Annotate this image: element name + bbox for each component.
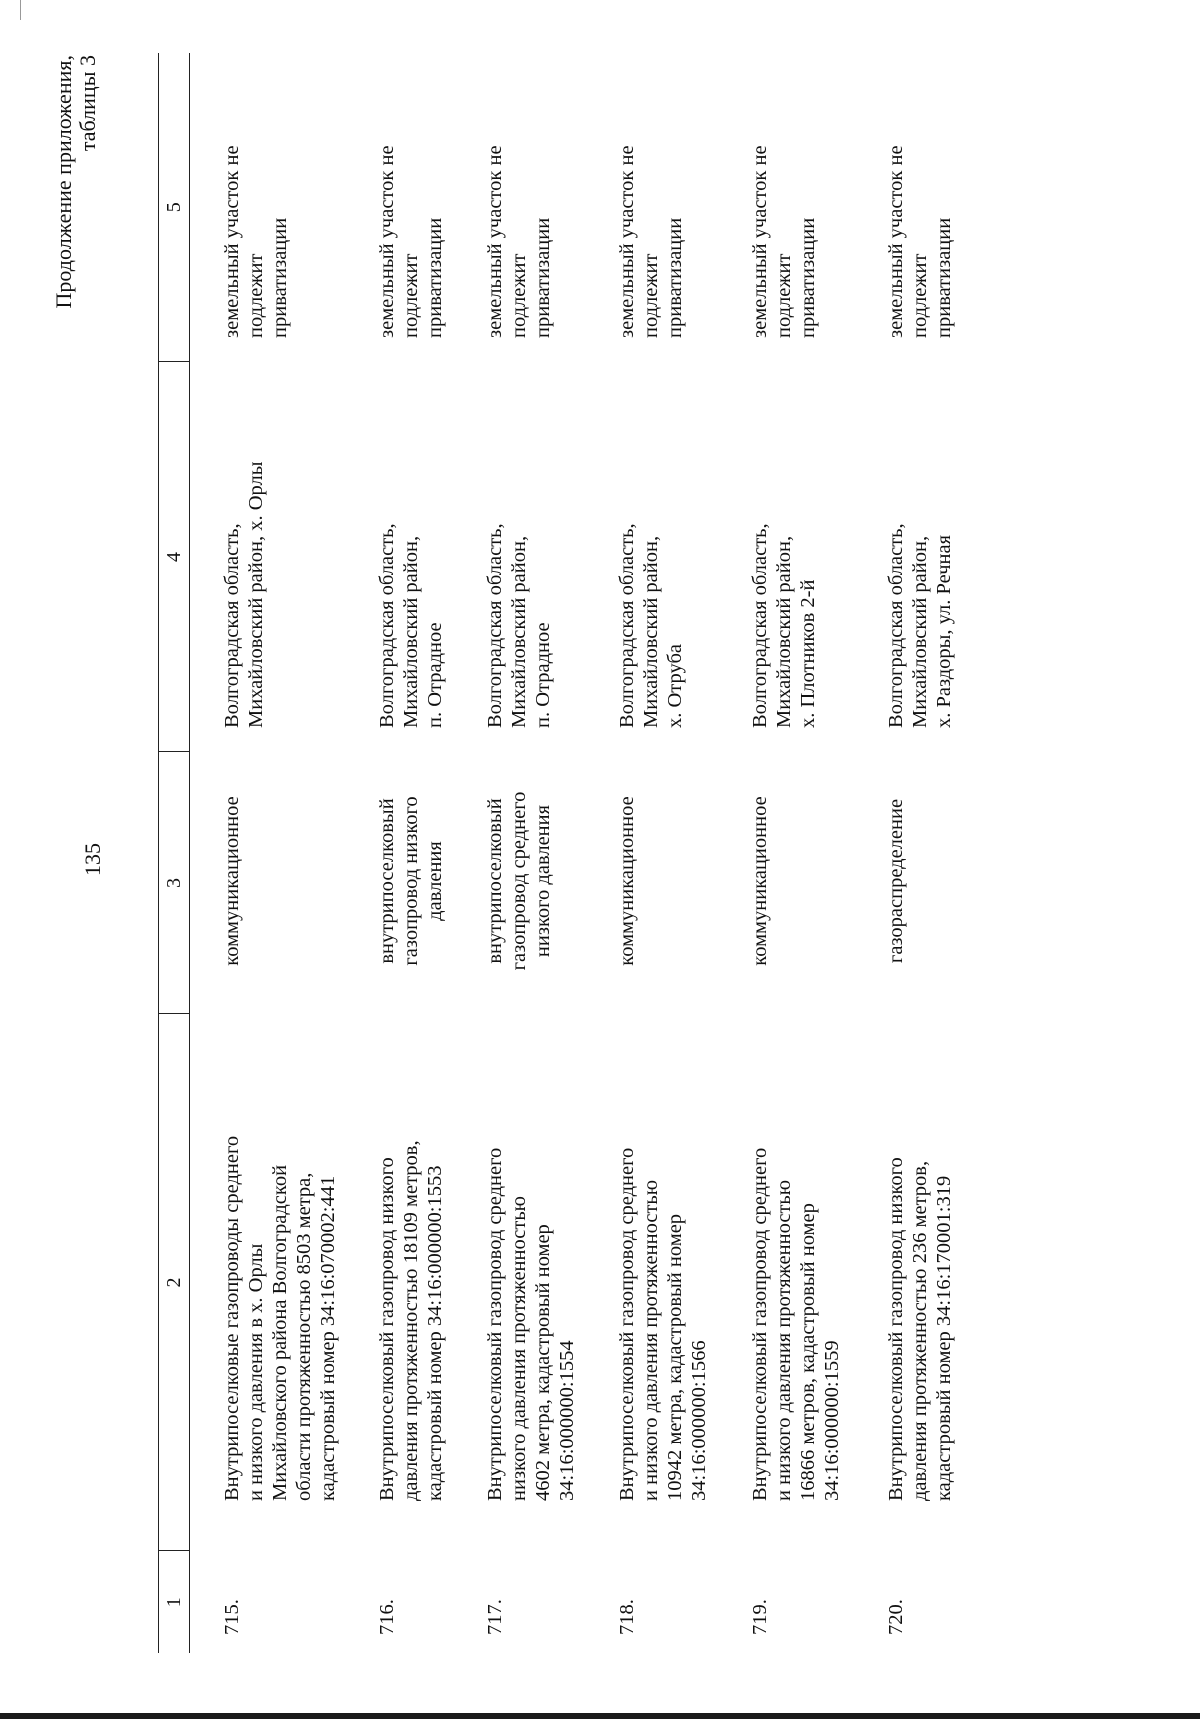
object-name: Внутрипоселковый газопровод низкого давления протяженностью 236 метров, кадастровый номер 34:16:170001:319 [885,1157,955,1501]
table-row [711,53,844,1653]
continuation-note [52,55,100,308]
table-row [340,53,447,1653]
object-purpose: коммуникационное [616,796,638,966]
table-row [447,53,579,1653]
object-address: Волгоградская область, Михайловский район, х. Раздоры, ул. Речная [885,523,955,728]
table-row [844,53,956,1653]
object-purpose: коммуникационное [221,796,243,966]
column-header-5: 5 [159,53,190,362]
object-address: Волгоградская область, Михайловский район, п. Отрадное [376,523,446,728]
object-purpose: газораспределение [885,798,907,964]
column-header-4: 4 [159,362,190,752]
object-address: Волгоградская область, Михайловский район, х. Орлы [221,461,267,728]
row-number: 718. [616,1599,638,1635]
row-number: 715. [221,1599,243,1635]
object-address: Волгоградская область, Михайловский район, х. Отруба [616,523,686,728]
object-note: земельный участок не подлежит приватизации [221,145,291,338]
object-name: Внутрипоселковый газопровод среднего и низкого давления протяженностью 10942 метра, кадастровый номер 34:16:000000:1566 [616,1147,710,1501]
object-address: Волгоградская область, Михайловский район, п. Отрадное [484,523,554,728]
column-header-3: 3 [159,752,190,1014]
object-name: Внутрипоселковые газопроводы среднего и низкого давления в х. Орлы Михайловского района Волгоградской области протяженностью 8503 метра, кадастровый номер 34:16:070002:441 [221,1135,339,1501]
continuation-line-2: таблицы 3 [75,55,100,152]
object-name: Внутрипоселковый газопровод среднего низкого давления протяженностью 4602 метра, кадастровый номер 34:16:000000:1554 [484,1147,578,1501]
object-note: земельный участок не подлежит приватизации [616,145,686,338]
object-purpose: внутрипоселковый газопровод низкого давления [376,796,446,966]
object-address: Волгоградская область, Михайловский район, х. Плотников 2-й [749,523,819,728]
object-note: земельный участок не подлежит приватизации [376,145,446,338]
object-note: земельный участок не подлежит приватизации [484,145,554,338]
continuation-line-1: Продолжение приложения, [51,55,76,309]
column-header-2: 2 [159,1014,190,1551]
object-note: земельный участок не подлежит приватизации [885,145,955,338]
table-row [190,53,341,1653]
page-number: 135 [80,843,105,876]
row-number: 719. [749,1599,771,1635]
object-note: земельный участок не подлежит приватизации [749,145,819,338]
table-header-row [159,53,190,1653]
column-header-1: 1 [159,1551,190,1653]
row-number: 720. [885,1599,907,1635]
object-name: Внутрипоселковый газопровод низкого давления протяженностью 18109 метров, кадастровый номер 34:16:000000:1553 [376,1140,446,1501]
object-purpose: коммуникационное [749,796,771,966]
object-name: Внутрипоселковый газопровод среднего и низкого давления протяженностью 16866 метров, кадастровый номер 34:16:000000:1559 [749,1147,843,1501]
table-row [579,53,711,1653]
scan-border [0,1713,1200,1719]
property-table [158,53,956,1653]
object-purpose: внутрипоселковый газопровод среднего низкого давления [484,791,554,971]
row-number: 717. [484,1599,506,1635]
row-number: 716. [376,1599,398,1635]
